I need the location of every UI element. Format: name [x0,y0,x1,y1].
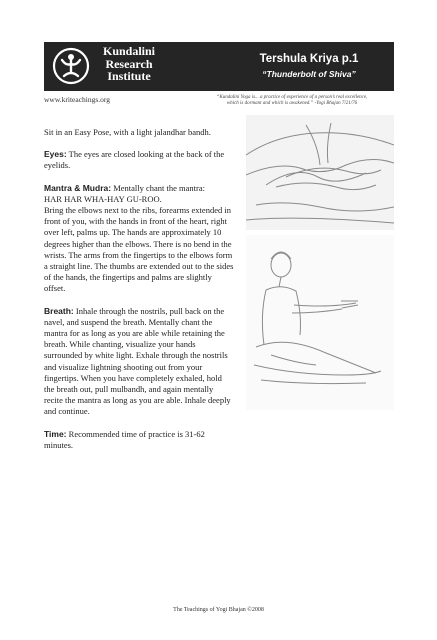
mantra-words: HAR HAR WHA-HAY GU-ROO. [44,193,162,204]
hands-mudra-illustration [246,115,394,230]
time-text: Recommended time of practice is 31-62 minutes. [44,428,205,450]
time-label: Time: [44,428,67,439]
easy-pose-figure-illustration [246,235,394,410]
breath-section [44,306,234,418]
eyes-label: Eyes: [44,149,67,160]
mudra-text: Bring the elbows next to the ribs, forearms extended in front of you, with the hands in front of the heart, right over left, palms up. The hands are approximately 10 degrees higher than the elbows. There is no bend in the wrists. The arms from the fingertips to the elbows form a straight line. The thumbs are extended out to the sides of the hands, the fingertips and palms are slightly offset. [44,205,234,294]
intro-text: Sit in an Easy Pose, with a light jalandhar bandh. [44,127,211,137]
eyes-text: The eyes are closed looking at the back of the eyelids. [44,149,225,171]
mantra-text: Mentally chant the mantra: [111,182,206,193]
breath-text: Inhale through the nostrils, pull back on the navel, and suspend the breath. Mentally chant the mantra for as long as you are able while retaining the breath. While chanting, visualize your hands surrounded by white light. Exhale through the nostrils and visualize lightning shooting out from your fingertips. When you have completely exhaled, hold the breath out, pull mulbandh, and again mentally recite the mantra as long as you are able. Inhale deeply and continue. [44,305,231,417]
quote: “Kundalini Yoga is... a practice of experience of a person’s real excellence, which is dormant and which is awakened.” -Yogi Bhajan 7/21/76 [216,95,368,106]
breath-label: Breath: [44,305,74,316]
mantra-section [44,183,234,295]
instructions [44,127,234,462]
kriya-title: Tershula Kriya p.1 [259,53,359,65]
header-bar [44,42,394,91]
footer-copyright: The Teachings of Yogi Bhajan ©2008 [173,607,264,613]
website-url[interactable]: www.kriteachings.org [44,95,111,104]
eyes-section [44,149,234,171]
time-section [44,429,234,451]
kriya-subtitle: “Thunderbolt of Shiva” [262,69,356,79]
mantra-label: Mantra & Mudra: [44,182,112,193]
kundalini-figure-icon [52,46,90,86]
org-name: Kundalini Research Institute [102,44,156,83]
